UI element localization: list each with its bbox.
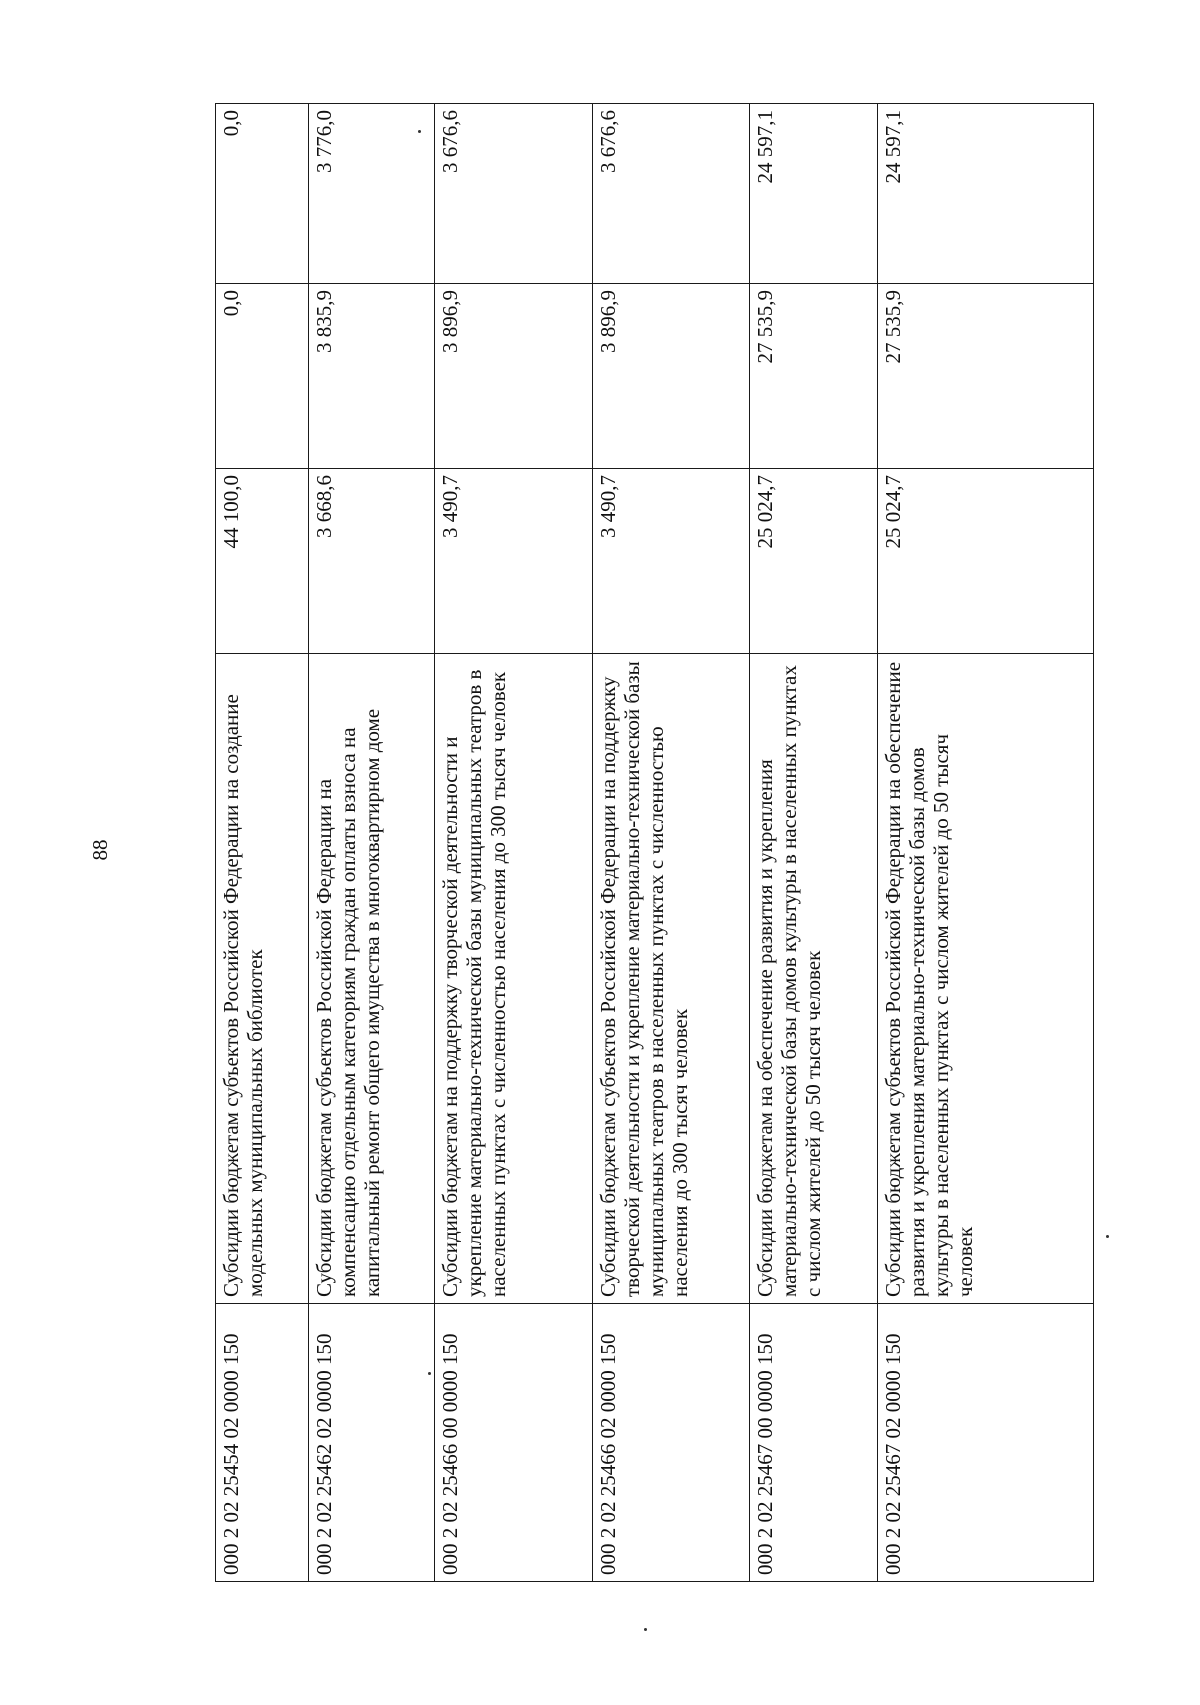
value-col-3: 3 676,6 [435,104,593,284]
value-col-1: 44 100,0 [216,469,309,654]
value-col-3: 3 776,0 [309,104,435,284]
table-row [216,104,309,1582]
row-description: Субсидии бюджетам субъектов Российской Федерации на обеспечение развития и укрепления материально-технической базы домов культуры в населенных пунктах с числом жителей до 50 тысяч человек [878,654,1094,1304]
value-col-1: 25 024,7 [878,469,1094,654]
budget-code: 000 2 02 25467 02 0000 150 [878,1304,1094,1582]
budget-code: 000 2 02 25466 00 0000 150 [435,1304,593,1582]
table-row [750,104,878,1582]
budget-code: 000 2 02 25467 00 0000 150 [750,1304,878,1582]
row-description: Субсидии бюджетам субъектов Российской Федерации на поддержку творческой деятельности и укрепление материально-технической базы муниципальных театров в населенных пунктах с численностью населения до 300 тысяч человек [593,654,750,1304]
budget-code: 000 2 02 25454 02 0000 150 [216,1304,309,1582]
scan-speck [428,1372,431,1375]
table-row [593,104,750,1582]
table-row [309,104,435,1582]
value-col-1: 3 490,7 [593,469,750,654]
row-description: Субсидии бюджетам на обеспечение развития и укрепления материально-технической базы домов культуры в населенных пунктах с числом жителей до 50 тысяч человек [750,654,878,1304]
row-description: Субсидии бюджетам на поддержку творческой деятельности и укрепление материально-технической базы муниципальных театров в населенных пунктах с численностью населения до 300 тысяч человек [435,654,593,1304]
value-col-1: 3 668,6 [309,469,435,654]
scan-speck [418,130,421,133]
value-col-1: 3 490,7 [435,469,593,654]
value-col-3: 24 597,1 [750,104,878,284]
row-description: Субсидии бюджетам субъектов Российской Федерации на создание модельных муниципальных библиотек [216,654,309,1304]
value-col-2: 3 835,9 [309,284,435,469]
value-col-2: 27 535,9 [750,284,878,469]
budget-code: 000 2 02 25462 02 0000 150 [309,1304,435,1582]
table-row [878,104,1094,1582]
scan-speck [1106,1235,1109,1238]
value-col-1: 25 024,7 [750,469,878,654]
page-number: 88 [87,839,112,861]
scan-speck [644,1628,647,1631]
value-col-3: 3 676,6 [593,104,750,284]
row-description: Субсидии бюджетам субъектов Российской Федерации на компенсацию отдельным категориям граждан оплаты взноса на капитальный ремонт общего имущества в многоквартирном доме [309,654,435,1304]
budget-code: 000 2 02 25466 02 0000 150 [593,1304,750,1582]
value-col-3: 24 597,1 [878,104,1094,284]
budget-table [215,103,1094,1582]
value-col-2: 3 896,9 [435,284,593,469]
rotated-table-wrapper [215,104,1093,1582]
value-col-3: 0,0 [216,104,309,284]
value-col-2: 0,0 [216,284,309,469]
value-col-2: 3 896,9 [593,284,750,469]
value-col-2: 27 535,9 [878,284,1094,469]
table-row [435,104,593,1582]
